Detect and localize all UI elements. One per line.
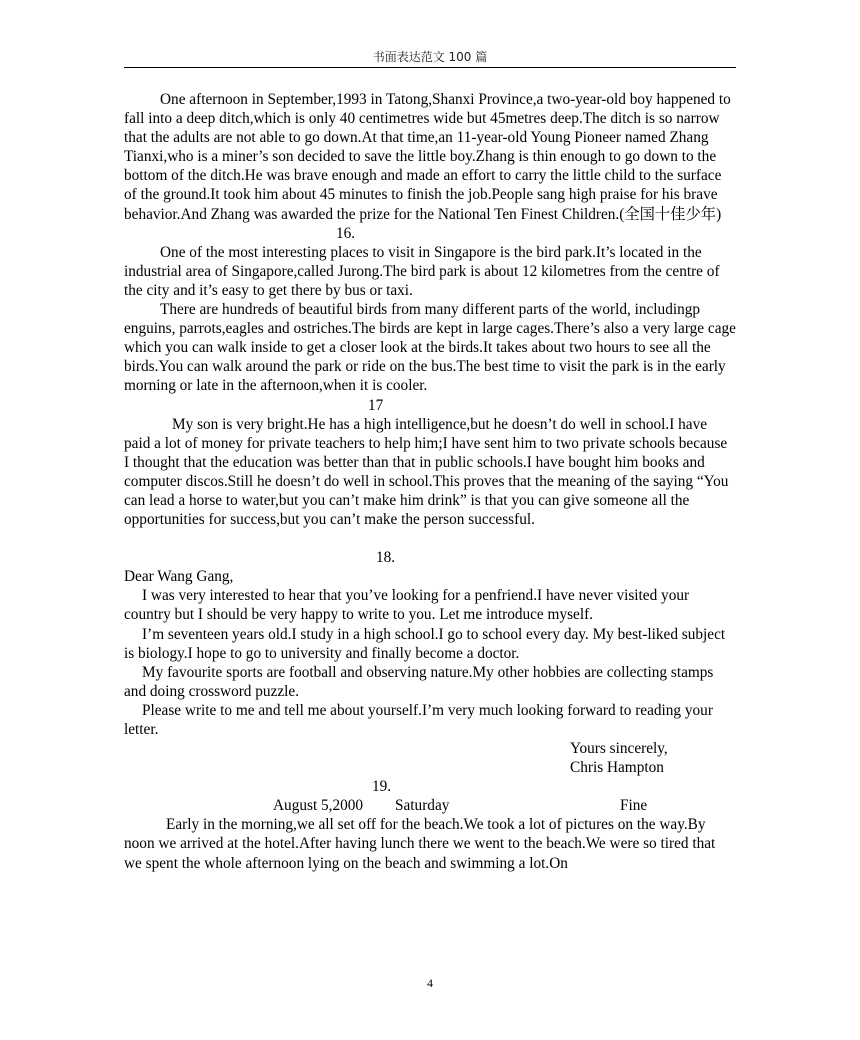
essay-19-paragraph: Early in the morning,we all set off for the beach.We took a lot of pictures on the way.By noon we arrived at the hotel.After having lunch there we went to the beach.We were so tired that we spent the whole afternoon lying on the beach and swimming a lot.On [124, 816, 716, 872]
header-rule [124, 67, 736, 68]
essay-18-number: 18. [376, 549, 396, 567]
essay-16-paragraph-2: There are hundreds of beautiful birds from many different parts of the world, includingp enguins, parrots,eagles and ostriches.The birds are kept in large cages.There’s also a very large cage which you can walk inside to get a closer look at the birds.It takes about two hours to see all the birds.You can walk around the park or ride on the bus.The best time to visit the park is in the early morning or late in the afternoon,when it is cooler. [124, 301, 736, 395]
essay-17-paragraph: My son is very bright.He has a high intelligence,but he doesn’t do well in school.I have paid a lot of money for private teachers to help him;I have sent him to two private schools because I thought that the education was better than that in public schools.I have bought him books and computer discos.Still he doesn’t do well in school.This proves that the meaning of the saying “You can lead a horse to water,but you can’t make him drink” is that you can give someone all the opportunities for success,but you can’t make the person successful. [124, 415, 729, 529]
essay-16-number: 16. [336, 224, 356, 242]
essay-16-paragraph-1: One of the most interesting places to visit in Singapore is the bird park.It’s located in the industrial area of Singapore,called Jurong.The bird park is about 12 kilometres from the centre of the city and it’s easy to get there by bus or taxi. [124, 243, 720, 299]
diary-dateline [124, 796, 736, 815]
letter-paragraph-4: Please write to me and tell me about yourself.I’m very much looking forward to reading your letter. [124, 701, 713, 738]
letter-salutation: Dear Wang Gang, [124, 568, 234, 586]
diary-date: August 5,2000 [273, 797, 364, 815]
letter-paragraph-2: I’m seventeen years old.I study in a high school.I go to school every day. My best-liked subject is biology.I hope to go to university and finally become a doctor. [124, 625, 726, 662]
letter-closing: Yours sincerely, [570, 740, 668, 758]
letter-signature: Chris Hampton [570, 759, 664, 777]
letter-paragraph-3: My favourite sports are football and observing nature.My other hobbies are collecting stamps and doing crossword puzzle. [124, 663, 714, 700]
page-number: 4 [427, 976, 433, 990]
essay-19-number: 19. [372, 778, 392, 796]
diary-weather: Fine [620, 797, 648, 815]
document-body [124, 90, 736, 873]
essay-15-paragraph: One afternoon in September,1993 in Tatong,Shanxi Province,a two-year-old boy happened to fall into a deep ditch,which is only 40 centimetres wide but 45metres deep.The ditch is so narrow that the adults are not able to go down.At that time,an 11-year-old Young Pioneer named Zhang Tianxi,who is a miner’s son decided to save the little boy.Zhang is thin enough to go down to the bottom of the ditch.He was brave enough and made an effort to carry the little child to the surface of the ground.It took him about 45 minutes to finish the job.People sang high praise for his brave behavior.And Zhang was awarded the prize for the National Ten Finest Children.(全国十佳少年) [124, 91, 731, 223]
essay-17-number: 17 [368, 396, 384, 414]
diary-day: Saturday [395, 797, 450, 815]
letter-paragraph-1: I was very interested to hear that you’ve looking for a penfriend.I have never visited your country but I should be very happy to write to you. Let me introduce myself. [124, 587, 690, 624]
blank-line [124, 529, 736, 548]
page-header: 书面表达范文 100 篇 [372, 50, 488, 64]
